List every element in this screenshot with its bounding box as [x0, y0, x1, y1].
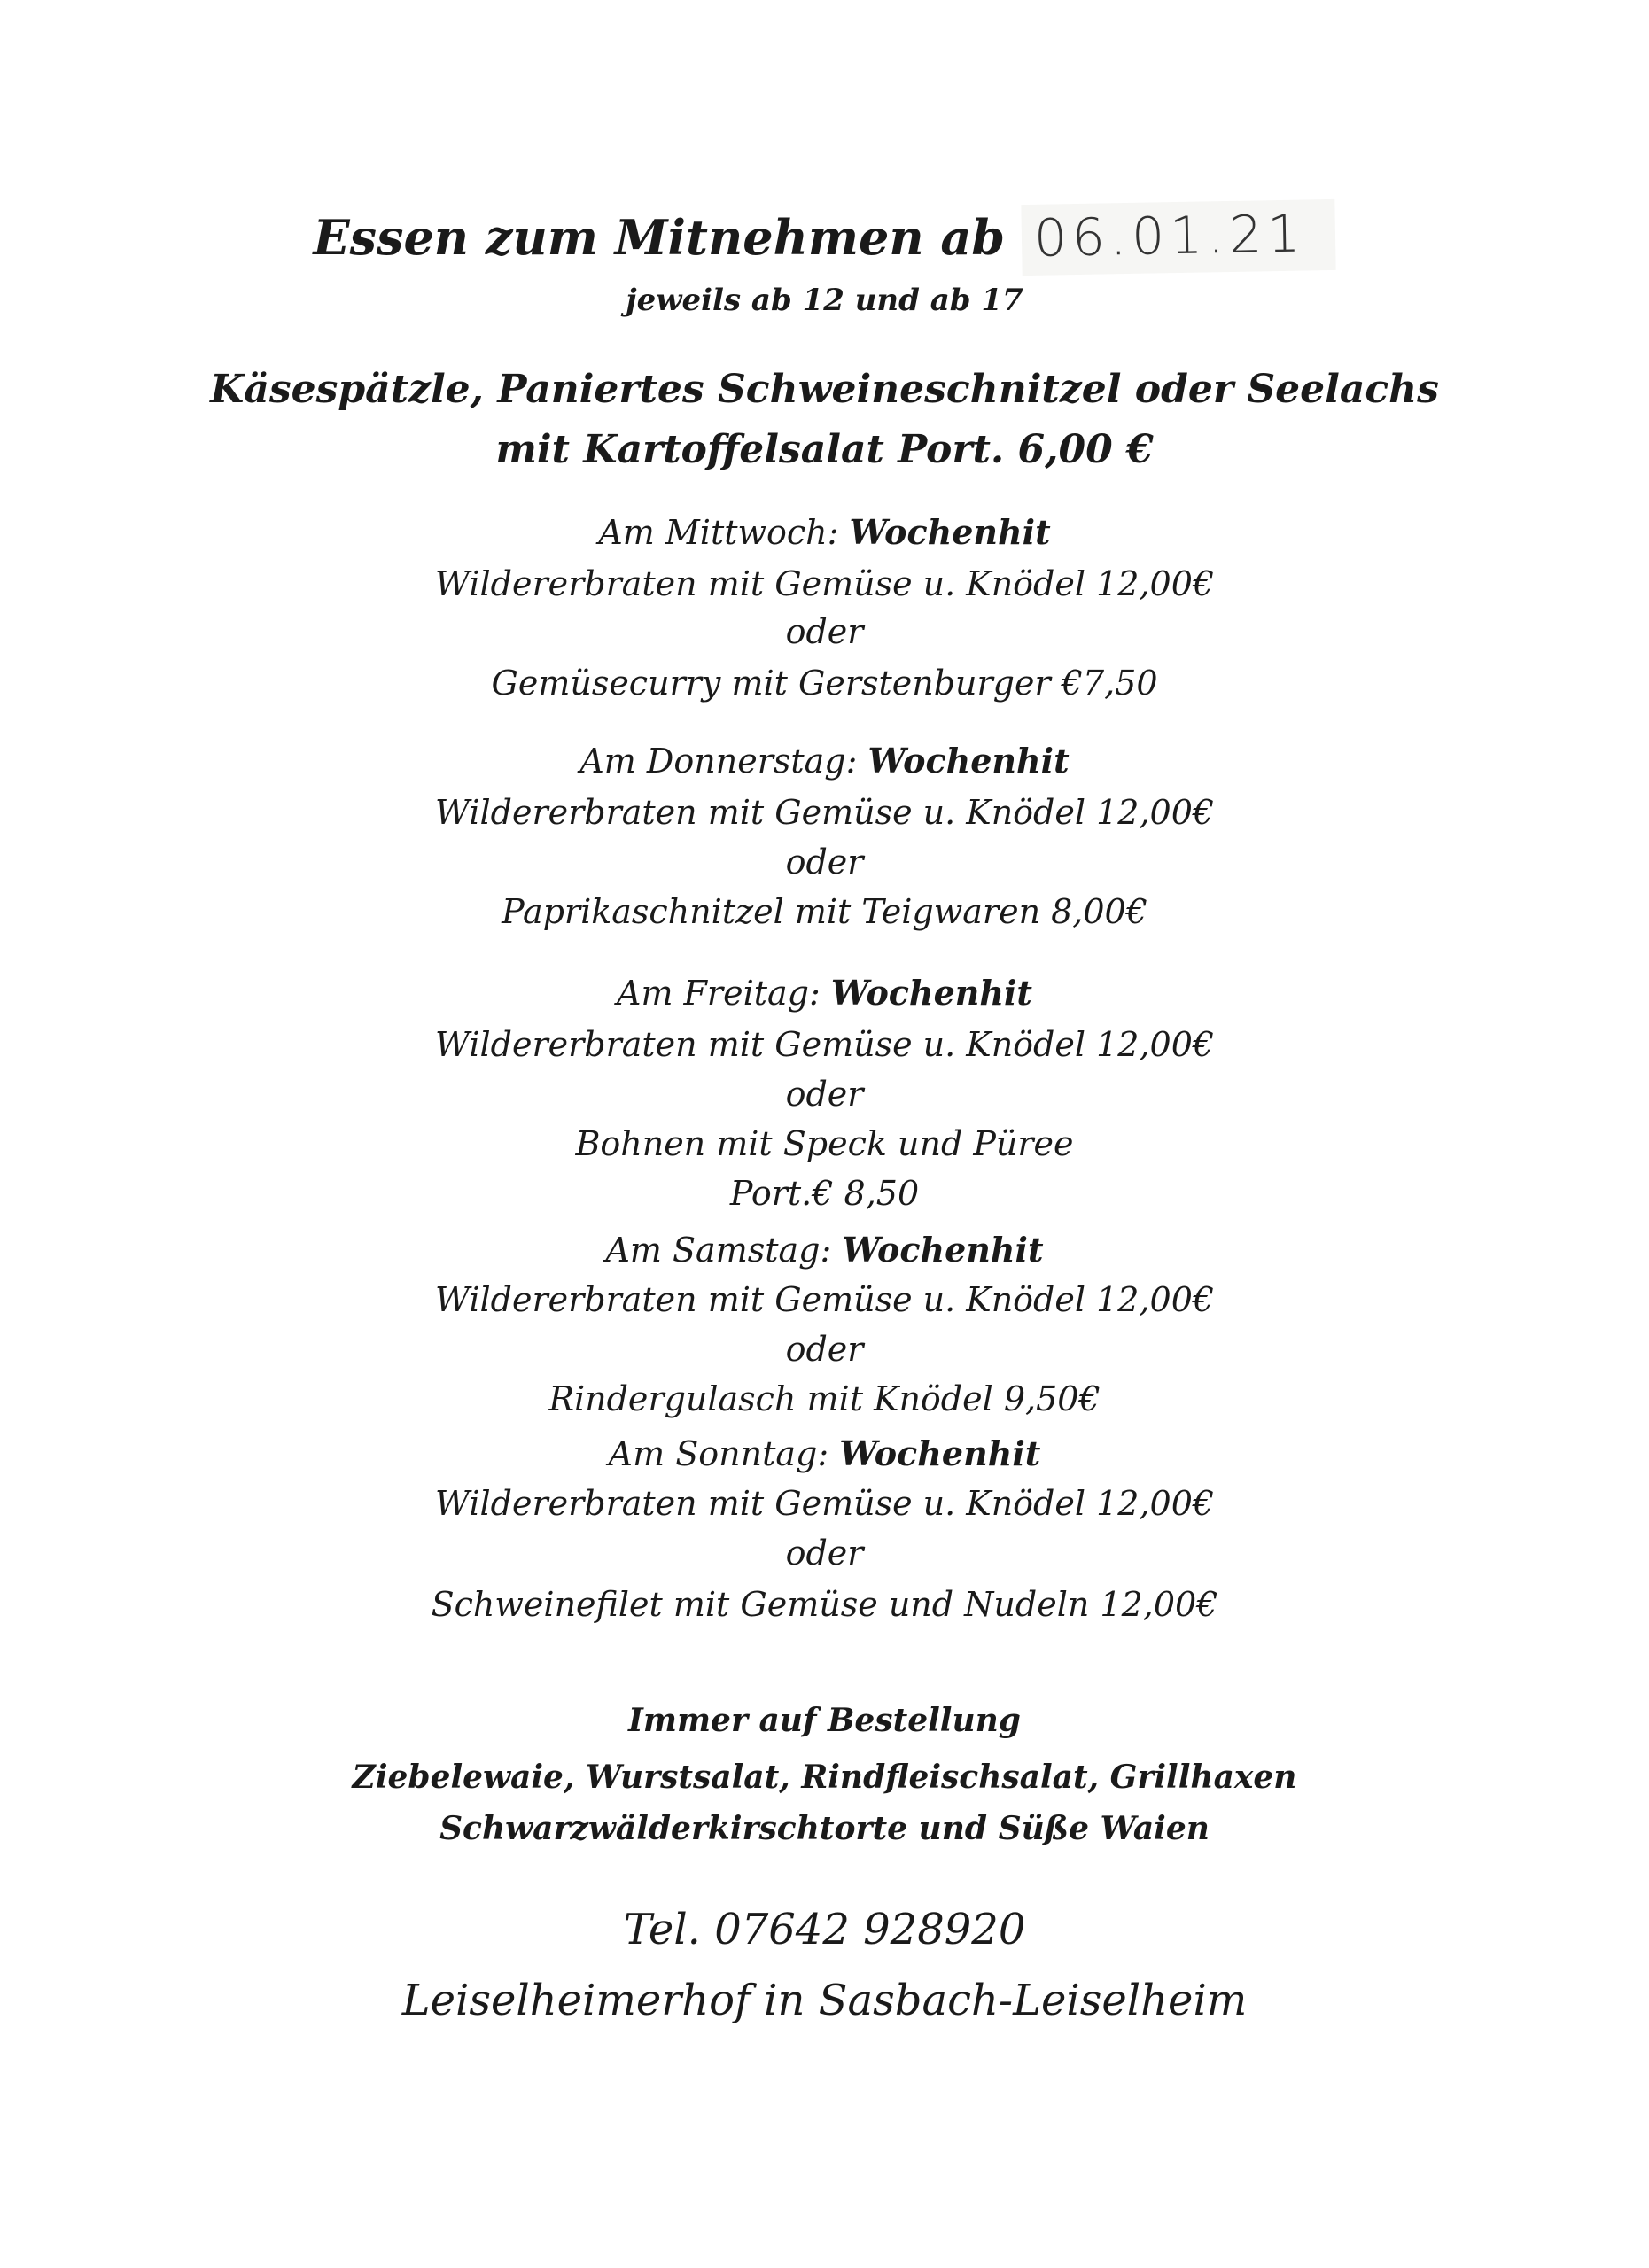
sunday-dish-1: Wildererbraten mit Gemüse u. Knödel 12,00€	[434, 1484, 1215, 1523]
order-items-line-2: Schwarzwälderkirschtorte und Süße Waien	[439, 1810, 1210, 1847]
friday-dish-1: Wildererbraten mit Gemüse u. Knödel 12,00€	[434, 1025, 1215, 1064]
day-heading-friday	[0, 973, 1649, 1013]
day-label: Am Freitag:	[617, 974, 821, 1013]
service-times: jeweils ab 12 und ab 17	[626, 283, 1023, 318]
sunday-dish-2: Schweinefilet mit Gemüse und Nudeln 12,00€	[431, 1585, 1218, 1624]
standard-side-price: mit Kartoffelsalat Port. 6,00 €	[495, 427, 1154, 472]
wednesday-dish-1: Wildererbraten mit Gemüse u. Knödel 12,00€	[434, 564, 1215, 603]
date-stamp: 06.01.21	[1022, 199, 1337, 276]
day-heading-saturday	[0, 1230, 1649, 1270]
page-title: Essen zum Mitnehmen ab	[313, 209, 1006, 266]
saturday-dish-2: Rindergulasch mit Knödel 9,50€	[548, 1379, 1101, 1418]
day-label: Am Sonntag:	[608, 1434, 829, 1473]
day-label: Am Samstag:	[605, 1231, 832, 1270]
thursday-dish-1: Wildererbraten mit Gemüse u. Knödel 12,00€	[434, 793, 1215, 832]
saturday-or: oder	[785, 1330, 864, 1369]
day-heading-sunday	[0, 1433, 1649, 1473]
friday-dish-2-price: Port.€ 8,50	[729, 1174, 920, 1213]
day-label: Am Donnerstag:	[579, 742, 858, 781]
day-hit-label: Wochenhit	[849, 512, 1051, 552]
phone-number: Tel. 07642 928920	[623, 1905, 1026, 1954]
day-heading-wednesday	[0, 512, 1649, 552]
order-heading: Immer auf Bestellung	[628, 1702, 1021, 1739]
day-heading-thursday	[0, 741, 1649, 781]
day-hit-label: Wochenhit	[842, 1230, 1044, 1270]
standard-dishes: Käsespätzle, Paniertes Schweineschnitzel oder Seelachs	[210, 367, 1439, 412]
thursday-or: oder	[785, 843, 864, 882]
business-location: Leiselheimerhof in Sasbach-Leiselheim	[401, 1976, 1248, 2025]
friday-or: oder	[785, 1075, 864, 1114]
day-hit-label: Wochenhit	[830, 973, 1032, 1013]
saturday-dish-1: Wildererbraten mit Gemüse u. Knödel 12,00€	[434, 1280, 1215, 1319]
sunday-or: oder	[785, 1534, 864, 1573]
wednesday-or: oder	[785, 612, 864, 651]
wednesday-dish-2: Gemüsecurry mit Gerstenburger €7,50	[491, 664, 1158, 703]
friday-dish-2: Bohnen mit Speck und Püree	[575, 1124, 1074, 1163]
title-row	[0, 202, 1649, 273]
thursday-dish-2: Paprikaschnitzel mit Teigwaren 8,00€	[502, 892, 1147, 931]
day-hit-label: Wochenhit	[867, 741, 1070, 781]
day-hit-label: Wochenhit	[839, 1433, 1041, 1473]
order-items-line-1: Ziebelewaie, Wurstsalat, Rindfleischsalat, Grillhaxen	[352, 1759, 1297, 1796]
day-label: Am Mittwoch:	[598, 513, 839, 552]
